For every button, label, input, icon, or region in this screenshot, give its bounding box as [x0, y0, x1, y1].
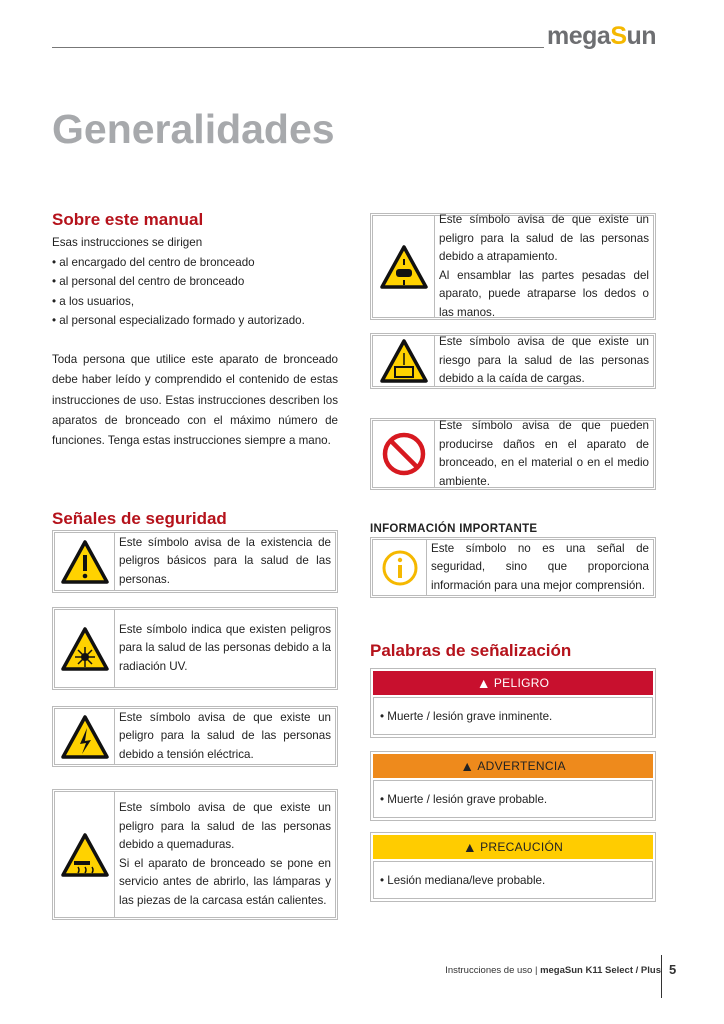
logo-text: un	[626, 22, 657, 50]
safety-item	[370, 333, 656, 389]
electric-voltage-warning-icon	[55, 709, 115, 764]
prohibition-icon	[373, 421, 435, 487]
safety-text: Este símbolo avisa de la existencia de peligros básicos para la salud de las personas.	[119, 535, 331, 586]
page-number: 5	[669, 962, 677, 977]
signal-bar	[373, 671, 653, 695]
signal-bar	[373, 754, 653, 778]
important-item	[370, 537, 656, 598]
header-rule	[52, 47, 544, 48]
logo-text: mega	[547, 22, 611, 50]
hot-surface-warning-icon	[55, 792, 115, 917]
warning-triangle-icon: ▲	[462, 839, 478, 855]
page-title: Generalidades	[52, 106, 335, 152]
safety-item	[52, 530, 338, 593]
section-heading-safety: Señales de seguridad	[52, 509, 227, 528]
list-item: • al personal del centro de bronceado	[52, 275, 245, 289]
safety-text: Este símbolo avisa de que existe un peligro para la salud de las personas debido a atrapamiento. Al ensamblar las partes pesadas del aparato, puede atraparse los dedos o las manos.	[439, 213, 649, 319]
signal-text: • Muerte / lesión grave probable.	[373, 780, 653, 818]
list-item: • a los usuarios,	[52, 294, 135, 308]
uv-radiation-warning-icon	[55, 610, 115, 687]
signal-precaucion	[370, 832, 656, 902]
list-item: • al personal especializado formado y autorizado.	[52, 314, 305, 328]
signal-text: • Muerte / lesión grave inminente.	[373, 697, 653, 735]
signal-label: PRECAUCIÓN	[480, 840, 564, 854]
manual-text	[52, 233, 338, 451]
warning-triangle-icon: ▲	[460, 758, 475, 774]
falling-load-warning-icon	[373, 336, 435, 386]
list-item: • al encargado del centro de bronceado	[52, 255, 255, 269]
safety-item	[370, 418, 656, 490]
footer-divider	[661, 955, 662, 998]
logo-text: S	[610, 22, 627, 50]
section-heading-signal-words: Palabras de señalización	[370, 641, 572, 660]
general-warning-icon	[55, 533, 115, 590]
signal-bar	[373, 835, 653, 859]
signal-advertencia	[370, 751, 656, 821]
intro: Esas instrucciones se dirigen	[52, 236, 203, 249]
footer-text	[445, 965, 661, 976]
safety-item	[52, 607, 338, 690]
signal-label: PELIGRO	[493, 676, 550, 690]
megasun-logo	[547, 22, 656, 51]
paragraph: Toda persona que utilice este aparato de bronceado debe haber leído y comprendido el contenido de estas instrucciones de uso. Estas instrucciones describen los aparatos de bronceado con el máximo número de funciones. Tenga estas instrucciones siempre a mano.	[52, 352, 338, 448]
safety-text: Este símbolo avisa de que existe un riesgo para la salud de las personas debido a la caída de cargas.	[439, 335, 649, 386]
safety-text: Este símbolo avisa de que existe un peligro para la salud de las personas debido a tensión eléctrica.	[119, 710, 331, 761]
crush-hazard-warning-icon	[373, 216, 435, 317]
safety-item	[52, 706, 338, 767]
safety-item	[370, 213, 656, 320]
safety-text: Este símbolo avisa de que pueden producirse daños en el aparato de bronceado, en el material o en el medio ambiente.	[439, 419, 649, 488]
footer-doc: Instrucciones de uso |	[445, 965, 541, 976]
signal-label: ADVERTENCIA	[477, 759, 566, 773]
warning-triangle-icon: ▲	[476, 675, 491, 691]
safety-item	[52, 789, 338, 920]
footer-product: megaSun K11 Select / Plus	[540, 965, 661, 976]
important-heading: INFORMACIÓN IMPORTANTE	[370, 523, 538, 535]
safety-text: Este símbolo indica que existen peligros para la salud de las personas debido a la radiación UV.	[119, 622, 331, 673]
signal-peligro	[370, 668, 656, 738]
info-icon	[373, 540, 427, 595]
signal-text: • Lesión mediana/leve probable.	[373, 861, 653, 899]
safety-text: Este símbolo avisa de que existe un peligro para la salud de las personas debido a quemaduras. Si el aparato de bronceado se pone en servicio antes de abrirlo, las lámparas y las piezas de la carcasa están calientes.	[119, 801, 331, 907]
important-text: Este símbolo no es una señal de seguridad, sino que proporciona información para una mejor comprensión.	[431, 541, 649, 592]
section-heading-manual: Sobre este manual	[52, 210, 204, 229]
